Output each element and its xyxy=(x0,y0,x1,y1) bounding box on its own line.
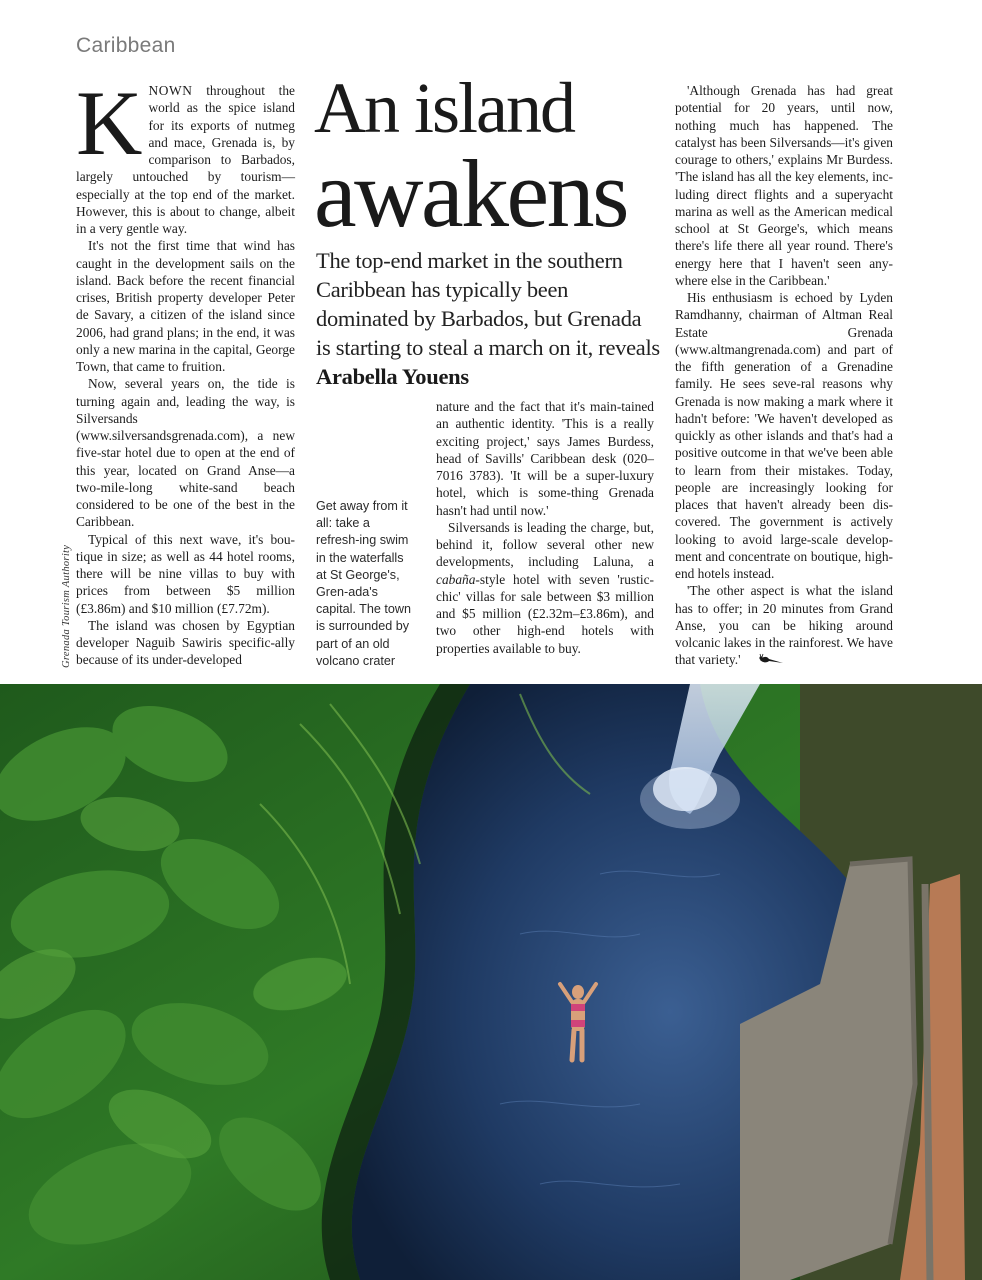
article-paragraph-2: It's not the first time that wind has caught in the development sails on the island. Back before the recent financial crises, British property developer Peter de Savary, a citizen of the island since 2006, had grand plans; in the end, it was only a new marina in the capital, George Town, that came to fruition. xyxy=(76,238,295,374)
photo-caption: Get away from it all: take a refresh-ing swim in the waterfalls at St George's, Gren-ada's capital. The town is surrounded by part of an old volcano crater xyxy=(316,499,411,668)
article-paragraph-6: nature and the fact that it's main-tained an authentic identity. 'This is a really exciting project,' says James Burdess, head of Savills' Caribbean desk (020–7016 3783). 'It will be a super-luxury hotel, which is some-thing Grenada hasn't had until now.' xyxy=(436,399,654,518)
lead-in-caps: NOWN xyxy=(148,83,193,98)
article-paragraph-9: His enthusiasm is echoed by Lyden Ramdhanny, chairman of Altman Real Estate Grenada (www.altmangrenada.com) and part of the fifth generation of a Grenadine family. He sees seve-ral reasons why Grenada is now making a mark where it hadn't before: 'We haven't developed as quickly as other islands and that's had a positive outcome in that we've been able to learn from their mistakes. Today, people are increasingly looking for places that haven't already been dis-covered. The government is actively looking to avoid large-scale develop-ment and concentrate on boutique, high-end hotels instead. xyxy=(675,290,893,581)
waterfall-pool-photo xyxy=(0,684,982,1280)
paragraph-1-text: throughout the world as the spice island for its exports of nutmeg and mace, Grenada is, by comparison to Barbados, largely untouched by tourism—especially at the top end of the market. However, this is about to change, albeit in a very gentle way. xyxy=(76,83,295,236)
section-label: Caribbean xyxy=(76,34,176,57)
article-paragraph-4: Typical of this next wave, it's bou-tique in size; as well as 44 hotel rooms, there will be nine villas to buy with prices from between $5 million (£3.86m) and $10 million (£7.72m). xyxy=(76,531,295,616)
paragraph-7-text-a: Silversands is leading the charge, but, behind it, follow several other new developments, including Laluna, a xyxy=(436,519,654,570)
paragraph-7-emphasis: cabaña xyxy=(436,571,476,587)
headline-line-1: An island xyxy=(314,68,574,148)
article-paragraph-5: The island was chosen by Egyptian developer Naguib Sawiris specific-ally because of its under-developed xyxy=(76,617,295,668)
drop-cap: K xyxy=(76,72,143,174)
standfirst xyxy=(316,246,661,391)
headline-line-2: awakens xyxy=(314,140,628,247)
article-column-1 xyxy=(76,72,295,669)
article-column-3 xyxy=(436,398,654,657)
standfirst-text: The top-end market in the southern Caribbean has typically been dominated by Barbados, but Grenada is starting to steal a march on it, reveals xyxy=(316,248,660,360)
peacock-end-mark-icon xyxy=(745,652,785,670)
headline xyxy=(314,68,664,247)
article-paragraph-10 xyxy=(675,582,893,670)
article-paragraph-1 xyxy=(76,72,295,237)
article-column-4 xyxy=(675,82,893,670)
article-paragraph-7 xyxy=(436,519,654,657)
article-paragraph-8: 'Although Grenada has had great potential for 20 years, until now, nothing much has happened. The catalyst has been Silversands—it's given courage to others,' explains Mr Burdess. 'The island has all the key elements, inc-luding direct flights and a superyacht marina as well as the American medical school at St George's, which means there's life there all year round. There's energy here that I haven't seen any-where else in the Caribbean.' xyxy=(675,83,893,288)
paragraph-10-text: 'The other aspect is what the island has to offer; in 20 minutes from Grand Anse, you can be hiking around volcanic lakes in the rainforest. We have that variety.' xyxy=(675,583,893,668)
photo-credit: Grenada Tourism Authority xyxy=(61,544,72,668)
article-paragraph-3: Now, several years on, the tide is turning again and, leading the way, is Silversands (www.silversandsgrenada.com), a new five-star hotel due to open at the end of this year, located on Grand Anse—a two-mile-long white-sand beach considered to be one of the best in the Caribbean. xyxy=(76,376,295,530)
paragraph-7-text-b: -style hotel with seven 'rustic-chic' villas for sale between $3 million and $5 million (£2.32m–£3.86m), and two other high-end hotels with properties available to buy. xyxy=(436,571,654,656)
author-name: Arabella Youens xyxy=(316,364,469,389)
